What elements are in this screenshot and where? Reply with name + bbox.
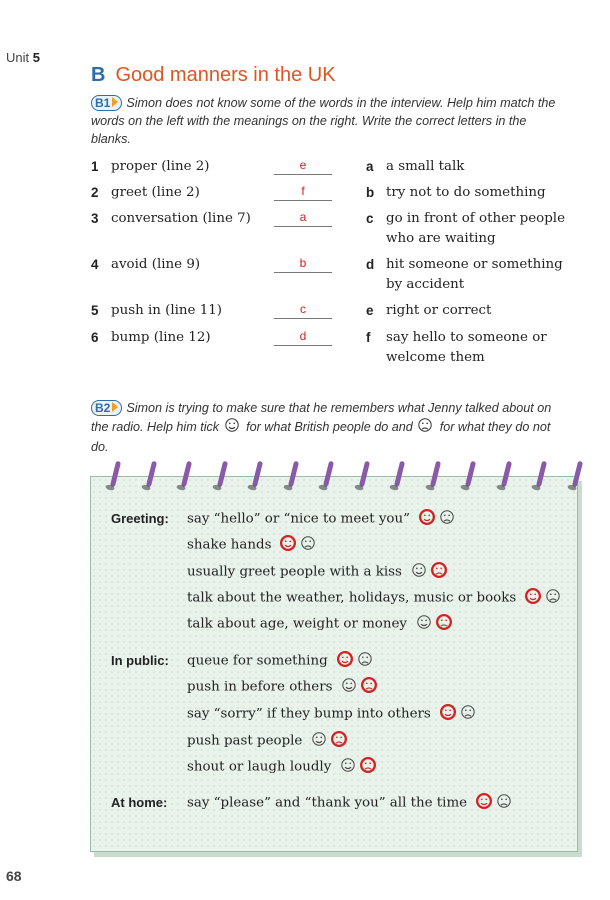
meaning-text: right or correct bbox=[386, 303, 492, 318]
smile-face-icon[interactable] bbox=[279, 535, 297, 555]
frown-face-icon[interactable] bbox=[299, 535, 317, 555]
spiral-ring bbox=[394, 461, 405, 487]
smile-face-icon[interactable] bbox=[475, 793, 493, 813]
spiral-ring bbox=[287, 461, 298, 487]
checklist-item bbox=[187, 704, 479, 724]
spiral-ring bbox=[110, 461, 121, 487]
meaning-letter: e bbox=[366, 303, 374, 318]
checklist-item bbox=[187, 562, 450, 582]
smile-face-icon[interactable] bbox=[410, 562, 428, 582]
meaning-text: say hello to someone or welcome them bbox=[386, 330, 547, 365]
answer-blank[interactable]: e bbox=[274, 159, 332, 175]
smile-face-icon[interactable] bbox=[339, 757, 357, 777]
item-text: shout or laugh loudly bbox=[187, 759, 332, 775]
checklist-item bbox=[187, 509, 458, 529]
answer-blank[interactable]: a bbox=[274, 211, 332, 227]
item-number: 5 bbox=[91, 303, 99, 318]
spiral-ring bbox=[323, 461, 334, 487]
frown-face-icon[interactable] bbox=[359, 757, 377, 777]
unit-number: 5 bbox=[32, 50, 40, 65]
group-label: At home: bbox=[111, 795, 168, 810]
meaning-text: hit someone or something by accident bbox=[386, 257, 563, 292]
section-title-text: Good manners in the UK bbox=[115, 64, 336, 86]
spiral-ring bbox=[429, 461, 440, 487]
play-icon bbox=[112, 402, 118, 412]
smile-face-icon[interactable] bbox=[418, 509, 436, 529]
frown-face-icon[interactable] bbox=[459, 704, 477, 724]
checklist-item bbox=[187, 535, 319, 555]
smile-face-icon[interactable] bbox=[415, 614, 433, 634]
group-label: In public: bbox=[111, 653, 169, 668]
item-word: proper (line 2) bbox=[111, 159, 210, 174]
meaning-letter: a bbox=[366, 159, 374, 174]
frown-face-icon[interactable] bbox=[330, 731, 348, 751]
smile-face-icon bbox=[223, 417, 241, 438]
checklist-item bbox=[187, 651, 376, 671]
spiral-ring bbox=[500, 461, 511, 487]
answer-blank[interactable]: f bbox=[274, 185, 332, 201]
spiral-ring bbox=[252, 461, 263, 487]
smile-face-icon[interactable] bbox=[340, 677, 358, 697]
smile-face-icon[interactable] bbox=[336, 651, 354, 671]
meaning-letter: f bbox=[366, 330, 371, 345]
item-text: say “sorry” if they bump into others bbox=[187, 706, 431, 722]
item-number: 3 bbox=[91, 211, 99, 226]
item-text: usually greet people with a kiss bbox=[187, 564, 402, 580]
spiral-ring bbox=[536, 461, 547, 487]
item-word: greet (line 2) bbox=[111, 185, 200, 200]
meaning-text: go in front of other people who are waiting bbox=[386, 211, 565, 246]
spiral-ring bbox=[145, 461, 156, 487]
frown-face-icon bbox=[416, 417, 434, 438]
meaning-letter: d bbox=[366, 257, 375, 272]
checklist-item bbox=[187, 614, 455, 634]
b1-instruction: B1 Simon does not know some of the words in the interview. Help him match the words on the left with the meanings on the right. Write the correct letters in the blanks. bbox=[91, 96, 556, 146]
checklist-item bbox=[187, 731, 350, 751]
b1-badge: B1 bbox=[91, 95, 122, 111]
frown-face-icon[interactable] bbox=[544, 588, 562, 608]
item-text: say “hello” or “nice to meet you” bbox=[187, 511, 410, 527]
play-icon bbox=[112, 97, 118, 107]
item-number: 1 bbox=[91, 159, 99, 174]
item-word: conversation (line 7) bbox=[111, 211, 251, 226]
section-letter: B bbox=[91, 64, 106, 86]
meaning-letter: b bbox=[366, 185, 375, 200]
frown-face-icon[interactable] bbox=[438, 509, 456, 529]
answer-blank[interactable]: d bbox=[274, 330, 332, 346]
answer-blank[interactable]: b bbox=[274, 257, 332, 273]
smile-face-icon[interactable] bbox=[439, 704, 457, 724]
checklist-item bbox=[187, 588, 564, 608]
spiral-ring bbox=[465, 461, 476, 487]
b2-instruction: B2 Simon is trying to make sure that he remembers what Jenny talked about on the radio. Help him tick for what British people do and for what they do not do. bbox=[91, 401, 552, 454]
smile-face-icon[interactable] bbox=[524, 588, 542, 608]
meaning-letter: c bbox=[366, 211, 374, 226]
item-text: push in before others bbox=[187, 679, 333, 695]
item-text: shake hands bbox=[187, 537, 272, 553]
item-number: 6 bbox=[91, 330, 99, 345]
item-text: say “please” and “thank you” all the time bbox=[187, 795, 468, 811]
checklist-item bbox=[187, 677, 380, 697]
section-title bbox=[91, 64, 336, 87]
item-word: avoid (line 9) bbox=[111, 257, 201, 272]
item-number: 4 bbox=[91, 257, 99, 272]
checklist-item bbox=[187, 793, 515, 813]
item-word: bump (line 12) bbox=[111, 330, 211, 345]
notebook-panel bbox=[90, 476, 578, 852]
smile-face-icon[interactable] bbox=[310, 731, 328, 751]
spiral-ring bbox=[571, 461, 582, 487]
item-text: talk about age, weight or money bbox=[187, 616, 407, 632]
checklist-item bbox=[187, 757, 379, 777]
item-number: 2 bbox=[91, 185, 99, 200]
frown-face-icon[interactable] bbox=[360, 677, 378, 697]
frown-face-icon[interactable] bbox=[435, 614, 453, 634]
spiral-ring bbox=[216, 461, 227, 487]
item-word: push in (line 11) bbox=[111, 303, 222, 318]
item-text: push past people bbox=[187, 733, 303, 749]
meaning-text: try not to do something bbox=[386, 185, 546, 200]
spiral-ring bbox=[358, 461, 369, 487]
group-label: Greeting: bbox=[111, 511, 169, 526]
item-text: talk about the weather, holidays, music or books bbox=[187, 590, 517, 606]
meaning-text: a small talk bbox=[386, 159, 465, 174]
item-text: queue for something bbox=[187, 653, 328, 669]
answer-blank[interactable]: c bbox=[274, 303, 332, 319]
spiral-ring bbox=[181, 461, 192, 487]
frown-face-icon[interactable] bbox=[356, 651, 374, 671]
frown-face-icon[interactable] bbox=[495, 793, 513, 813]
page-number: 68 bbox=[6, 868, 22, 884]
unit-label: Unit 5 bbox=[6, 50, 40, 65]
b2-badge: B2 bbox=[91, 400, 122, 416]
frown-face-icon[interactable] bbox=[430, 562, 448, 582]
